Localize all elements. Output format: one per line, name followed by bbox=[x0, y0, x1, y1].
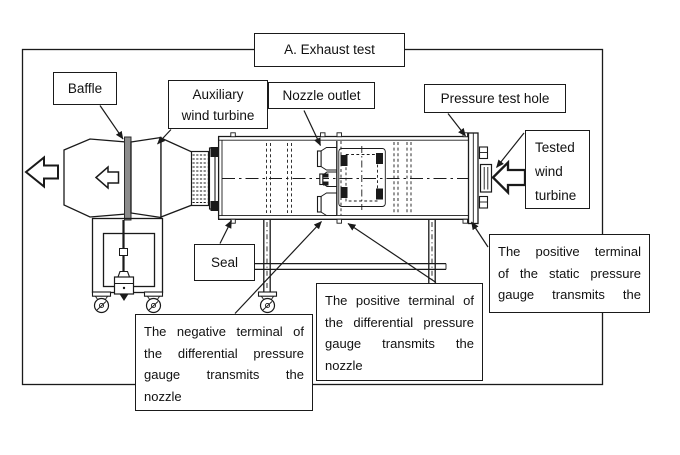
pressure-hole-arrow bbox=[448, 114, 466, 137]
diagram-title bbox=[254, 33, 405, 67]
seal-arrow bbox=[220, 221, 232, 244]
label-tested-line1: Tested bbox=[535, 140, 575, 155]
tested-turbine-arrow bbox=[497, 133, 525, 168]
label-pressure-test-hole-text: Pressure test hole bbox=[440, 90, 550, 106]
callout-line: gauge transmits the bbox=[498, 287, 641, 302]
label-tested-line3: turbine bbox=[535, 188, 577, 203]
door-hinge-icon bbox=[341, 187, 348, 198]
label-tested-line2: wind bbox=[535, 164, 563, 179]
door-hinge-icon bbox=[341, 155, 348, 166]
callout-line: nozzle bbox=[144, 388, 182, 404]
label-tested-wind-turbine bbox=[525, 130, 590, 209]
door-latch-icon bbox=[376, 189, 383, 200]
positive-differential-arrow bbox=[348, 224, 436, 283]
label-auxiliary-line1: Auxiliary bbox=[192, 86, 244, 102]
label-seal-text: Seal bbox=[210, 254, 239, 270]
turbine-connector bbox=[481, 165, 492, 193]
duct-stand bbox=[252, 219, 446, 291]
callout-positive-differential bbox=[316, 283, 483, 381]
callout-negative-differential bbox=[135, 314, 313, 411]
callout-line: gauge transmits the bbox=[144, 367, 304, 382]
honeycomb-screen bbox=[192, 147, 219, 211]
label-pressure-test-hole bbox=[424, 84, 566, 113]
callout-line: The positive terminal of bbox=[325, 293, 474, 308]
baffle-arrow bbox=[100, 106, 123, 140]
auxiliary-turbine-housing bbox=[131, 138, 161, 218]
label-nozzle-outlet bbox=[268, 82, 375, 109]
callout-line: of the static pressure bbox=[498, 265, 641, 281]
label-baffle-text: Baffle bbox=[67, 80, 103, 96]
label-seal bbox=[194, 244, 255, 281]
callout-line: The positive terminal bbox=[498, 244, 641, 259]
label-baffle bbox=[53, 72, 117, 105]
callout-line: The negative terminal of bbox=[144, 324, 304, 339]
callout-positive-static bbox=[489, 234, 650, 313]
baffle-bar bbox=[125, 137, 132, 220]
clamp-icon bbox=[211, 147, 219, 157]
nozzle-cluster bbox=[318, 148, 337, 216]
label-auxiliary-line2: wind turbine bbox=[181, 107, 255, 123]
callout-line: gauge transmits the bbox=[325, 336, 474, 351]
diagram-title-text: A. Exhaust test bbox=[284, 42, 375, 57]
positive-static-arrow bbox=[472, 222, 489, 247]
clamp-icon bbox=[211, 201, 219, 211]
gauge-cylinder bbox=[115, 277, 134, 294]
auxiliary-cone bbox=[161, 138, 192, 217]
exhaust-flow-arrow-icon bbox=[26, 158, 58, 187]
door-latch-icon bbox=[376, 153, 383, 164]
callout-line: the differential pressure bbox=[325, 314, 474, 330]
tested-turbine-flow-arrow-icon bbox=[493, 163, 525, 193]
duct-end-plate bbox=[469, 133, 492, 224]
support-cart bbox=[93, 219, 163, 302]
callout-line: the differential pressure bbox=[144, 345, 304, 361]
callout-line: nozzle bbox=[325, 357, 363, 373]
duct-chamber bbox=[218, 133, 469, 223]
label-auxiliary-wind-turbine bbox=[168, 80, 268, 129]
access-door bbox=[339, 146, 386, 210]
label-nozzle-outlet-text: Nozzle outlet bbox=[282, 87, 361, 103]
